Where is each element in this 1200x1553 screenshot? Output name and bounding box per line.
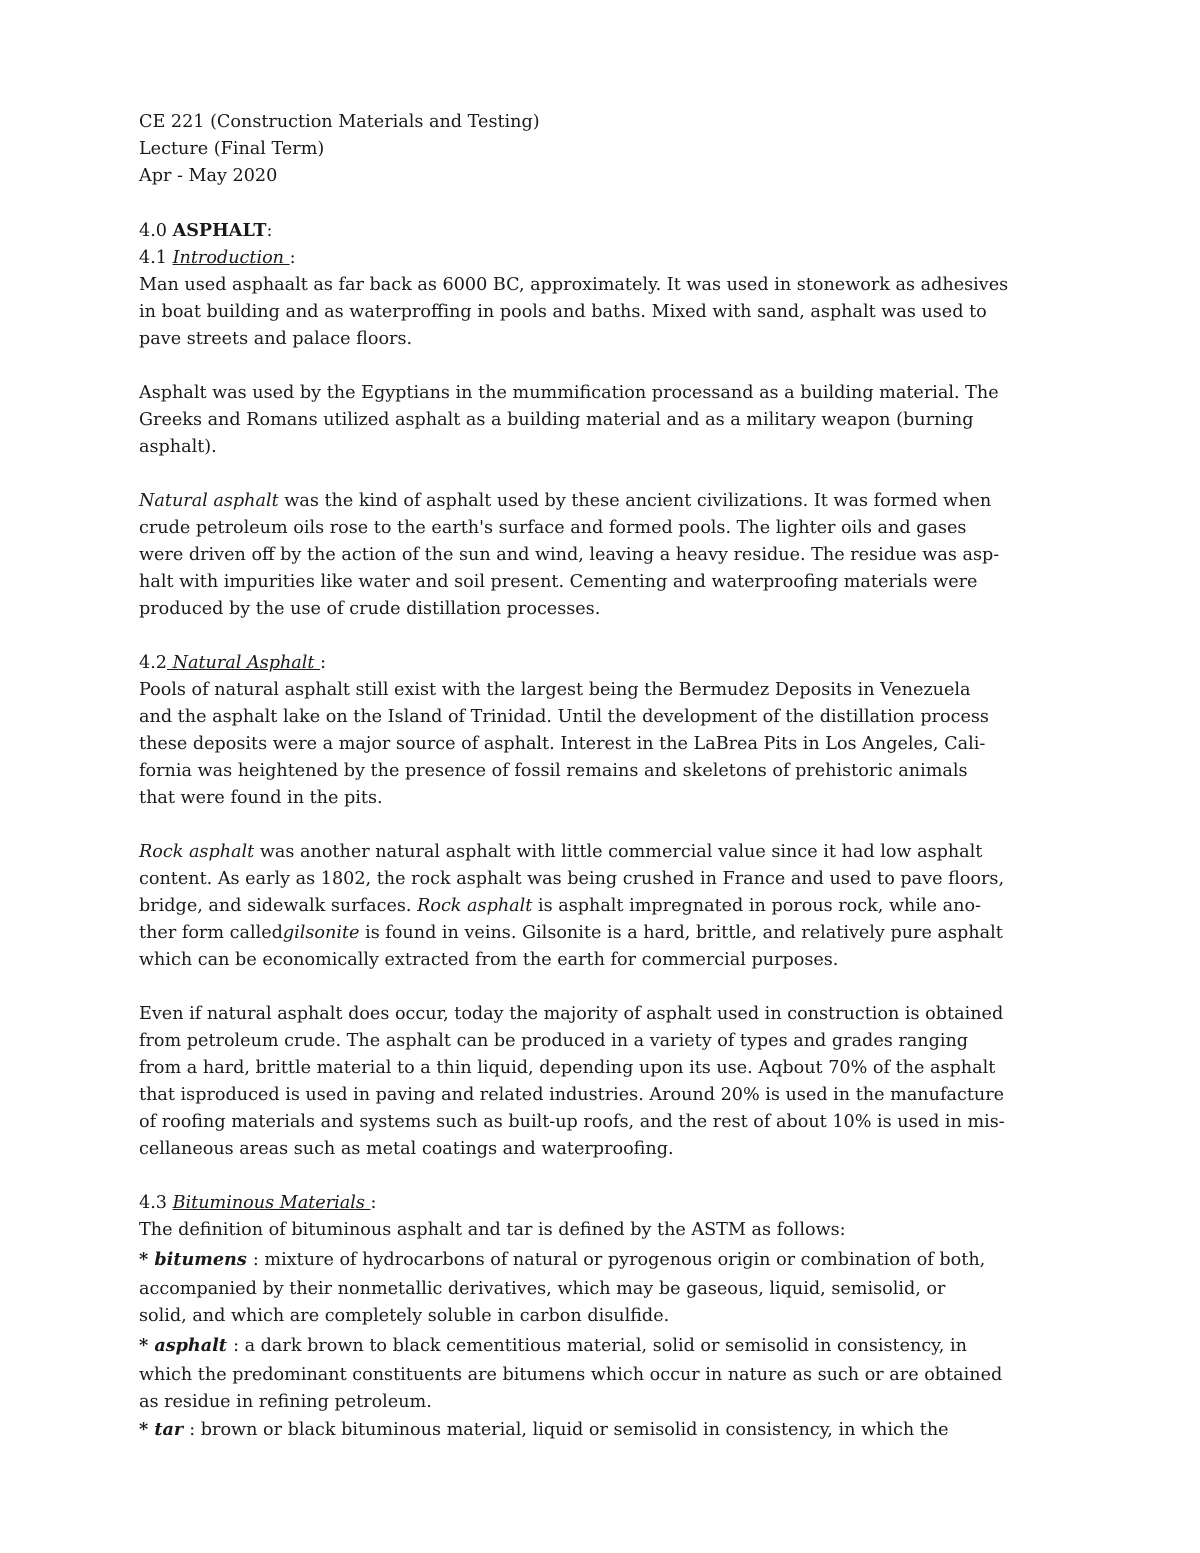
paragraph-line: content. As early as 1802, the rock asphalt was being crushed in France and used to pave floors, — [139, 869, 1005, 889]
paragraph-line: Pools of natural asphalt still exist with the largest being the Bermudez Deposits in Venezuela — [139, 680, 971, 700]
paragraph-line: Asphalt was used by the Egyptians in the mummification processand as a building material. The — [139, 383, 999, 403]
term-rock-asphalt: Rock asphalt — [417, 896, 538, 916]
paragraph-line: asphalt). — [139, 437, 217, 457]
paragraph-line: Rock asphalt was another natural asphalt with little commercial value since it had low asphalt — [139, 842, 983, 862]
paragraph-line: solid, and which are completely soluble in carbon disulfide. — [139, 1306, 670, 1326]
paragraph-line: which can be economically extracted from the earth for commercial purposes. — [139, 950, 839, 970]
date-label: Apr - May 2020 — [139, 166, 278, 186]
paragraph-line: accompanied by their nonmetallic derivatives, which may be gaseous, liquid, semisolid, or — [139, 1279, 946, 1299]
subsection-heading-introduction: 4.1 Introduction : — [139, 248, 296, 268]
paragraph-line: bridge, and sidewalk surfaces. Rock asphalt is asphalt impregnated in porous rock, while ano- — [139, 896, 981, 916]
spacer — [139, 190, 1114, 217]
paragraph-line: ther form calledgilsonite is found in veins. Gilsonite is a hard, brittle, and relatively pure asphalt — [139, 923, 1003, 943]
spacer — [139, 353, 1114, 380]
subsection-title: Bituminous Materials — [172, 1193, 371, 1213]
subsection-title: Natural Asphalt — [166, 653, 321, 673]
paragraph-line: and the asphalt lake on the Island of Trinidad. Until the development of the distillation process — [139, 707, 989, 727]
paragraph-line: fornia was heightened by the presence of fossil remains and skeletons of prehistoric animals — [139, 761, 968, 781]
paragraph-line: from petroleum crude. The asphalt can be produced in a variety of types and grades ranging — [139, 1031, 969, 1051]
paragraph-line: produced by the use of crude distillation processes. — [139, 599, 601, 619]
subsection-heading-natural-asphalt: 4.2 Natural Asphalt : — [139, 653, 327, 673]
subsection-heading-bituminous-materials: 4.3 Bituminous Materials : — [139, 1193, 377, 1213]
term-natural-asphalt: Natural asphalt — [139, 491, 285, 511]
paragraph-line: that were found in the pits. — [139, 788, 383, 808]
section-title: ASPHALT — [172, 220, 267, 241]
paragraph-line: these deposits were a major source of asphalt. Interest in the LaBrea Pits in Los Angeles, Cali- — [139, 734, 986, 754]
paragraph-line: pave streets and palace floors. — [139, 329, 413, 349]
paragraph-line: Greeks and Romans utilized asphalt as a building material and as a military weapon (burning — [139, 410, 974, 430]
subsection-title: Introduction — [172, 248, 290, 268]
term-asphalt: asphalt — [154, 1335, 234, 1356]
spacer — [139, 812, 1114, 839]
paragraph-line: of roofing materials and systems such as built-up roofs, and the rest of about 10% is used in mis- — [139, 1112, 1005, 1132]
document-page — [139, 109, 1114, 1444]
paragraph-line: in boat building and as waterproffing in pools and baths. Mixed with sand, asphalt was used to — [139, 302, 987, 322]
course-title: CE 221 (Construction Materials and Testing) — [139, 112, 540, 132]
section-heading-asphalt: 4.0 ASPHALT: — [139, 220, 273, 241]
definition-asphalt: * asphalt : a dark brown to black cementitious material, solid or semisolid in consistency, in — [139, 1335, 967, 1356]
term-rock-asphalt: Rock asphalt — [139, 842, 260, 862]
paragraph-line: as residue in refining petroleum. — [139, 1392, 432, 1412]
definition-tar: * tar : brown or black bituminous material, liquid or semisolid in consistency, in which the — [139, 1419, 949, 1440]
definition-bitumens: * bitumens : mixture of hydrocarbons of natural or pyrogenous origin or combination of both, — [139, 1249, 986, 1270]
spacer — [139, 623, 1114, 650]
spacer — [139, 974, 1114, 1001]
paragraph-line: Natural asphalt was the kind of asphalt used by these ancient civilizations. It was formed when — [139, 491, 992, 511]
paragraph-line: Even if natural asphalt does occur, today the majority of asphalt used in construction is obtained — [139, 1004, 1004, 1024]
spacer — [139, 1163, 1114, 1190]
paragraph-line: were driven off by the action of the sun and wind, leaving a heavy residue. The residue was asp- — [139, 545, 1000, 565]
spacer — [139, 461, 1114, 488]
lecture-label: Lecture (Final Term) — [139, 139, 325, 159]
paragraph-line: halt with impurities like water and soil present. Cementing and waterproofing materials were — [139, 572, 978, 592]
paragraph-line: The definition of bituminous asphalt and tar is defined by the ASTM as follows: — [139, 1220, 846, 1240]
paragraph-line: cellaneous areas such as metal coatings and waterproofing. — [139, 1139, 674, 1159]
term-bitumens: bitumens — [154, 1249, 253, 1270]
paragraph-line: that isproduced is used in paving and related industries. Around 20% is used in the manufacture — [139, 1085, 1005, 1105]
term-gilsonite: gilsonite — [282, 923, 366, 943]
paragraph-line: Man used asphaalt as far back as 6000 BC, approximately. It was used in stonework as adhesives — [139, 275, 1009, 295]
paragraph-line: crude petroleum oils rose to the earth's surface and formed pools. The lighter oils and gases — [139, 518, 967, 538]
paragraph-line: which the predominant constituents are bitumens which occur in nature as such or are obtained — [139, 1365, 1003, 1385]
term-tar: tar — [154, 1419, 190, 1440]
paragraph-line: from a hard, brittle material to a thin liquid, depending upon its use. Aqbout 70% of the asphalt — [139, 1058, 996, 1078]
